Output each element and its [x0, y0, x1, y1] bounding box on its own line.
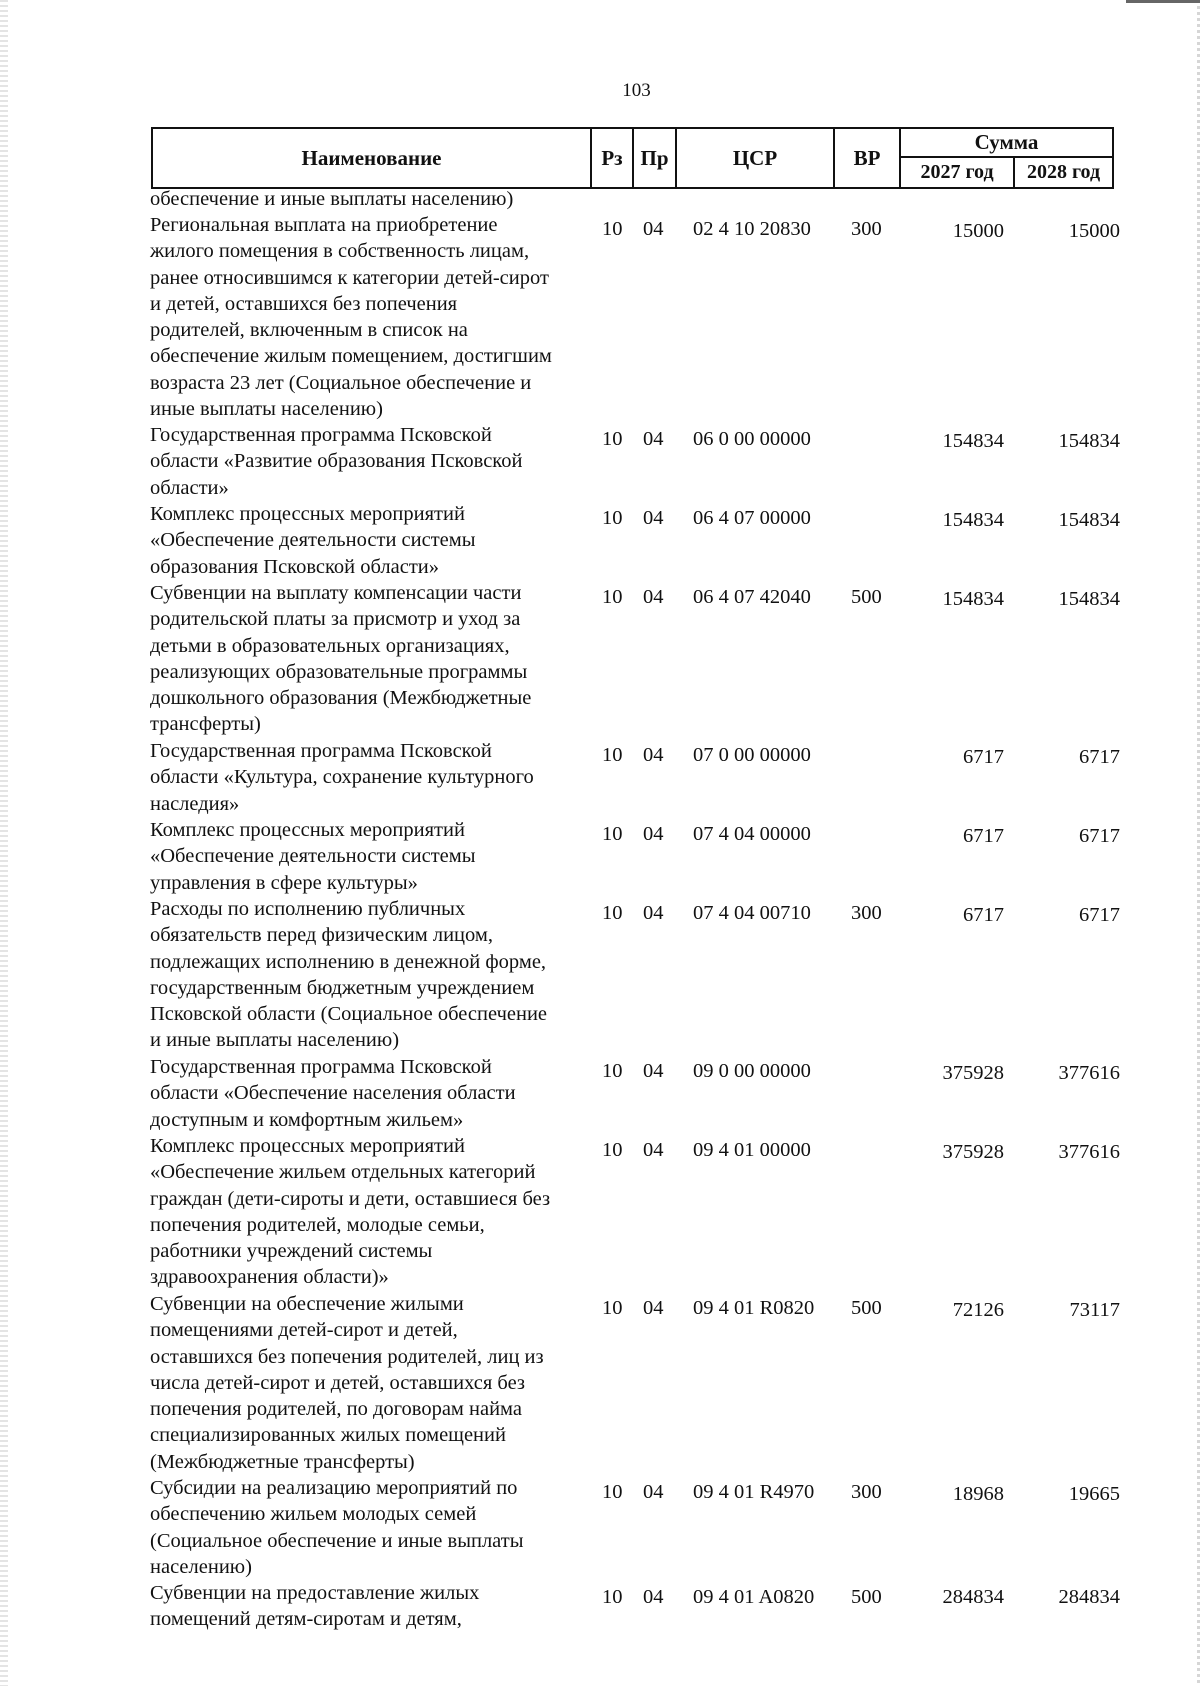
header-rz: Рз — [592, 129, 634, 187]
row-pr: 04 — [643, 1586, 664, 1608]
scan-edge-left — [0, 0, 8, 1686]
row-2028: 377616 — [1058, 1141, 1120, 1163]
row-csr: 09 4 01 R0820 — [693, 1297, 815, 1319]
continuation-text: обеспечение и иные выплаты населению) — [150, 188, 514, 210]
row-vr: 500 — [851, 586, 882, 608]
header-name: Наименование — [153, 129, 592, 187]
row-2027: 6717 — [963, 746, 1004, 768]
row-2027: 15000 — [952, 220, 1004, 242]
row-rz: 10 — [602, 1481, 623, 1503]
row-rz: 10 — [602, 744, 623, 766]
row-pr: 04 — [643, 1297, 664, 1319]
row-2028: 6717 — [1079, 825, 1120, 847]
row-rz: 10 — [602, 1139, 623, 1161]
row-pr: 04 — [643, 902, 664, 924]
header-year-2027: 2027 год — [901, 158, 1015, 187]
row-pr: 04 — [643, 586, 664, 608]
row-rz: 10 — [602, 586, 623, 608]
row-2027: 154834 — [942, 430, 1004, 452]
page-number: 103 — [622, 80, 651, 101]
row-csr: 06 4 07 00000 — [693, 507, 811, 529]
row-csr: 09 4 01 A0820 — [693, 1586, 815, 1608]
row-2028: 284834 — [1058, 1586, 1120, 1608]
row-2027: 154834 — [942, 509, 1004, 531]
row-pr: 04 — [643, 1060, 664, 1082]
row-2028: 154834 — [1058, 588, 1120, 610]
row-name: Государственная программа Псковской области «Культура, сохранение культурного наследия» — [150, 740, 534, 815]
row-2027: 375928 — [942, 1141, 1004, 1163]
row-rz: 10 — [602, 1297, 623, 1319]
row-rz: 10 — [602, 1586, 623, 1608]
row-csr: 09 0 00 00000 — [693, 1060, 811, 1082]
row-csr: 07 4 04 00710 — [693, 902, 811, 924]
row-pr: 04 — [643, 823, 664, 845]
row-rz: 10 — [602, 507, 623, 529]
row-pr: 04 — [643, 744, 664, 766]
row-rz: 10 — [602, 823, 623, 845]
row-csr: 09 4 01 R4970 — [693, 1481, 815, 1503]
row-pr: 04 — [643, 428, 664, 450]
row-name: Субвенции на обеспечение жилыми помещениями детей-сирот и детей, оставшихся без попечения родителей, лиц из числа детей-сирот и детей, оставшихся без попечения родителей, по договорам найма специализированных жилых помещений (Межбюджетные трансферты) — [150, 1293, 544, 1473]
header-vr: ВР — [835, 129, 901, 187]
row-csr: 06 0 00 00000 — [693, 428, 811, 450]
row-pr: 04 — [643, 1139, 664, 1161]
table-header — [151, 127, 1114, 189]
row-2027: 72126 — [952, 1299, 1004, 1321]
row-2028: 19665 — [1068, 1483, 1120, 1505]
row-rz: 10 — [602, 428, 623, 450]
row-vr: 500 — [851, 1297, 882, 1319]
row-2027: 284834 — [942, 1586, 1004, 1608]
header-year-2028: 2028 год — [1026, 161, 1101, 183]
row-pr: 04 — [643, 507, 664, 529]
row-name: Субвенции на выплату компенсации части родительской платы за присмотр и уход за детьми в образовательных организациях, реализующих образовательные программы дошкольного образования (Межбюджетные трансферты) — [150, 582, 532, 736]
row-2028: 6717 — [1079, 904, 1120, 926]
row-2028: 377616 — [1058, 1062, 1120, 1084]
row-vr: 300 — [851, 218, 882, 240]
row-2028: 15000 — [1068, 220, 1120, 242]
row-csr: 06 4 07 42040 — [693, 586, 811, 608]
row-2027: 375928 — [942, 1062, 1004, 1084]
row-vr: 300 — [851, 902, 882, 924]
row-2028: 73117 — [1069, 1299, 1120, 1321]
header-pr: Пр — [634, 129, 677, 187]
row-name: Расходы по исполнению публичных обязательств перед физическим лицом, подлежащих исполнению в денежной форме, государственным бюджетным учреждением Псковской области (Социальное обеспечение и иные выплаты населению) — [150, 898, 548, 1052]
scan-corner-mark — [1126, 0, 1200, 3]
row-name: Государственная программа Псковской области «Развитие образования Псковской области» — [150, 424, 523, 499]
row-2027: 6717 — [963, 825, 1004, 847]
row-2028: 6717 — [1079, 746, 1120, 768]
row-2027: 18968 — [952, 1483, 1004, 1505]
row-vr: 500 — [851, 1586, 882, 1608]
row-2028: 154834 — [1058, 430, 1120, 452]
row-csr: 02 4 10 20830 — [693, 218, 811, 240]
header-sum: Сумма — [901, 129, 1112, 158]
row-pr: 04 — [643, 218, 664, 240]
row-rz: 10 — [602, 1060, 623, 1082]
row-name: Региональная выплата на приобретение жилого помещения в собственность лицам, ранее относившимся к категории детей-сирот и детей, оставшихся без попечения родителей, включенным в список на обеспечение жилым помещением, достигшим возраста 23 лет (Социальное обеспечение и иные выплаты населению) — [150, 214, 552, 421]
row-2028: 154834 — [1058, 509, 1120, 531]
row-rz: 10 — [602, 902, 623, 924]
row-vr: 300 — [851, 1481, 882, 1503]
row-rz: 10 — [602, 218, 623, 240]
row-name: Субсидии на реализацию мероприятий по обеспечению жильем молодых семей (Социальное обеспечение и иные выплаты населению) — [150, 1477, 524, 1578]
row-csr: 07 4 04 00000 — [693, 823, 811, 845]
row-name: Комплекс процессных мероприятий «Обеспечение жильем отдельных категорий граждан (дети-сироты и дети, оставшиеся без попечения родителей, молодые семьи, работники учреждений системы здравоохранения области)» — [150, 1135, 551, 1289]
row-name: Государственная программа Псковской области «Обеспечение населения области доступным и комфортным жильем» — [150, 1056, 516, 1131]
row-pr: 04 — [643, 1481, 664, 1503]
row-2027: 6717 — [963, 904, 1004, 926]
row-name: Комплекс процессных мероприятий «Обеспечение деятельности системы образования Псковской области» — [150, 503, 476, 578]
row-csr: 09 4 01 00000 — [693, 1139, 811, 1161]
row-2027: 154834 — [942, 588, 1004, 610]
row-name: Комплекс процессных мероприятий «Обеспечение деятельности системы управления в сфере культуры» — [150, 819, 476, 894]
row-csr: 07 0 00 00000 — [693, 744, 811, 766]
header-csr: ЦСР — [677, 129, 835, 187]
row-name: Субвенции на предоставление жилых помещений детям-сиротам и детям, — [150, 1582, 480, 1631]
